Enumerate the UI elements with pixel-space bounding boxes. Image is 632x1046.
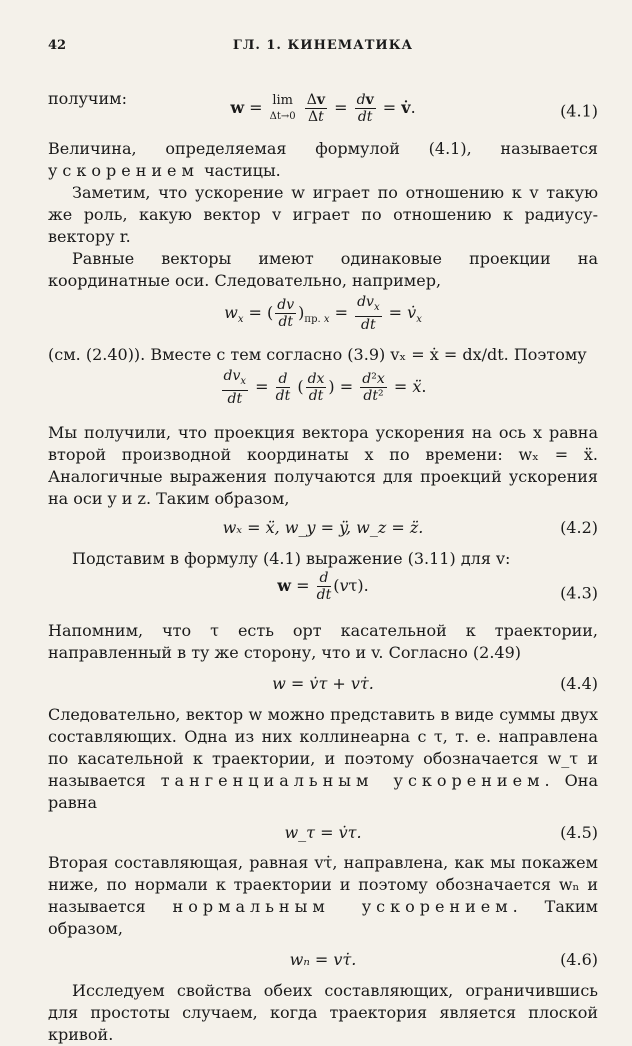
equation-4-5 <box>48 814 598 852</box>
term-normal: нормальным ускорением <box>172 897 513 916</box>
equation-text: w = v̇τ + vτ̇. <box>272 674 374 693</box>
equation-4-6 <box>48 940 598 980</box>
equation-number: (4.6) <box>560 950 598 969</box>
running-title: ГЛ. 1. КИНЕМАТИКА <box>232 38 414 53</box>
paragraph-text: Величина, определяемая формулой (4.1), называется <box>48 139 598 158</box>
paragraph-vtoraya <box>48 852 598 940</box>
paragraph-napomnim: Напомним, что τ есть орт касательной к траектории, направленный в ту же сторону, что и v. Согласно (2.49) <box>48 621 598 662</box>
text-poluchim: получим: <box>48 89 127 108</box>
equation-text: w_τ = v̇τ. <box>284 823 362 842</box>
paragraph-text: . Таким образом, <box>48 897 599 938</box>
paragraph-velichina <box>48 138 598 182</box>
paragraph-zametim: Заметим, что ускорение w играет по отношению к v такую же роль, какую вектор v играет по отношению к радиусу-вектору r. <box>48 183 598 246</box>
page-header <box>48 38 598 62</box>
paragraph-text: . Она равна <box>48 771 599 812</box>
equation-number: (4.5) <box>560 823 598 842</box>
equation-4-2 <box>48 510 598 546</box>
paragraph-ravnye: Равные векторы имеют одинаковые проекции на координатные оси. Следовательно, например, <box>48 249 598 290</box>
paragraph-text: частицы. <box>204 161 281 180</box>
equation-number: (4.4) <box>560 674 598 693</box>
equation-4-1: w = lim Δt→0 $\frac{\Delta v}{\Delta t}$ = $\frac{dv}{dt}$ = v̇. (4.1) <box>230 92 598 125</box>
equation-number: (4.1) <box>560 101 598 121</box>
equation-text: wₙ = vτ̇. <box>289 950 357 969</box>
equation-number: (4.2) <box>560 518 598 537</box>
paragraph-sm: (см. (2.40)). Вместе с тем согласно (3.9) vₓ = ẋ = dx/dt. Поэтому <box>48 345 587 364</box>
page <box>48 38 598 1046</box>
equation-wx-proj: $w_x$ = ( $\frac{dv}{dt}$ )$_{пр. x}$ = $\frac{dv_x}{dt}$ = $v̇_x$ <box>224 294 422 333</box>
paragraph-issleduem: Исследуем свойства обеих составляющих, ограничившись для простоты случаем, когда траектория является плоской кривой. <box>48 981 598 1044</box>
paragraph-podstavim: Подставим в формулу (4.1) выражение (3.11) для v: <box>72 549 511 568</box>
equation-4-3: w = $\frac{d}{dt}$ (vτ). (4.3) <box>277 570 598 603</box>
paragraph-sledovatelno <box>48 704 598 814</box>
equation-number: (4.3) <box>560 583 598 603</box>
page-number: 42 <box>48 38 67 53</box>
paragraph-text: Вторая составляющая, равная vτ̇, направлена, как мы покажем ниже, по нормали к траектории и поэтому обозначается wₙ и называется <box>48 853 598 916</box>
equation-text: wₓ = ẍ, w_y = ÿ, w_z = z̈. <box>222 518 424 537</box>
equation-4-4 <box>48 664 598 704</box>
paragraph-my: Мы получили, что проекция вектора ускорения на ось x равна второй производной координаты x по времени: wₓ = ẍ. Аналогичные выражения получаются для проекций ускорения на оси y и z. Таким образом, <box>48 423 598 508</box>
paragraph-text: Следовательно, вектор w можно представить в виде суммы двух составляющих. Одна из них коллинеарна с τ, т. е. направлена по касательной к траектории, и поэтому обозначается w_τ и называется <box>48 705 598 790</box>
equation-second-derivative: $\frac{dv_x}{dt}$ = $\frac{d}{dt}$ ( $\frac{dx}{dt}$ ) = $\frac{\text{d²x}}{\text{dt²}}$ = ẍ. <box>223 368 427 407</box>
term-tangential: тангенциальным ускорением <box>160 771 545 790</box>
term-acceleration: ускорением <box>48 161 199 180</box>
